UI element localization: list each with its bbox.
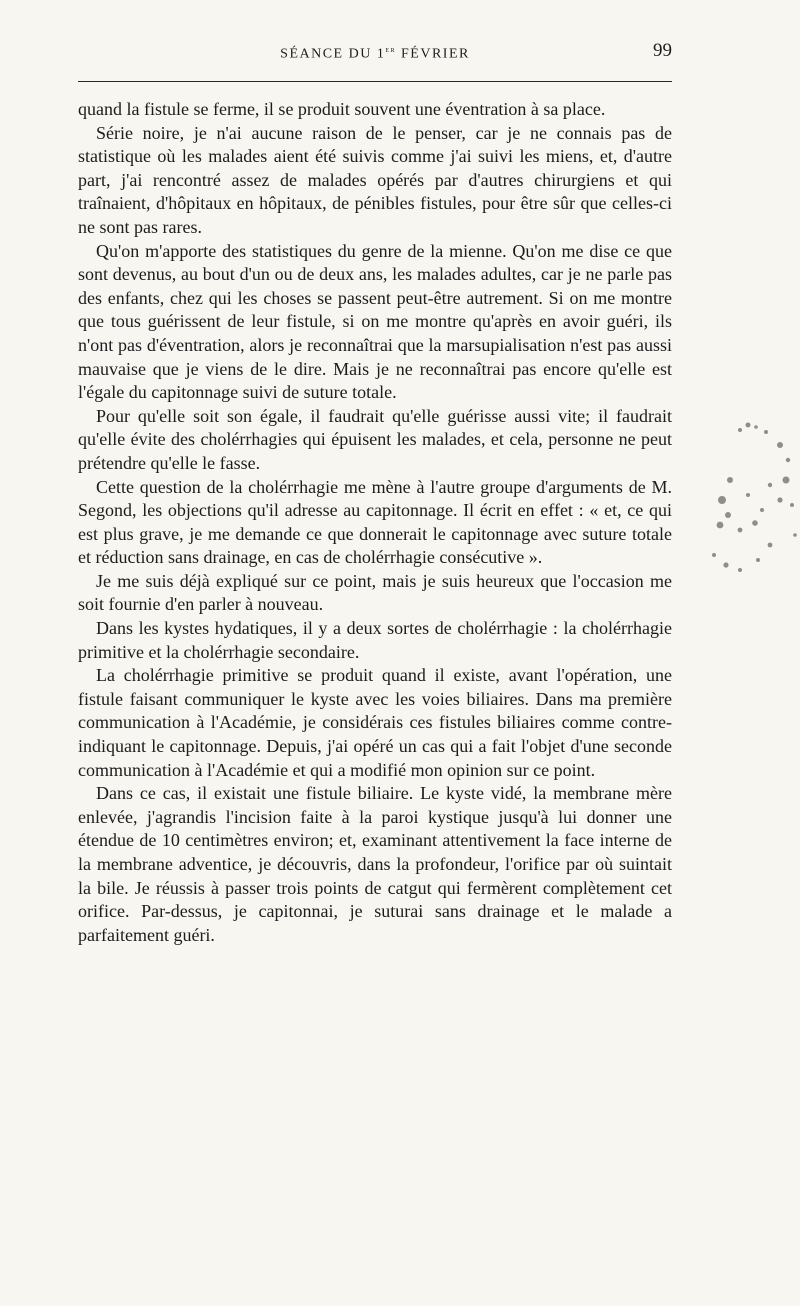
running-head-sup: er [385,44,396,54]
running-head [78,44,672,63]
paragraph: Pour qu'elle soit son égale, il faudrait qu'elle guérisse aussi vite; il faudrait qu'elle évite des cholérrhagies qui épuisent les malades, et cela, personne ne peut prétendre qu'elle le fasse. [78,405,672,473]
paragraph: Série noire, je n'ai aucune raison de le penser, car je ne connais pas de statistique où les malades aient été suivis comme j'ai suivi les miens, et, d'autre part, j'ai rencontré assez de malades opérés par d'autres chirurgiens et qui traînaient, d'hôpitaux en hôpitaux, de pénibles fistules, pour être sûr que celles-ci ne sont pas rares. [78,122,672,237]
body-text [78,98,672,947]
running-head-suffix: FÉVRIER [396,46,470,62]
paragraph: Qu'on m'apporte des statistiques du genre de la mienne. Qu'on me dise ce que sont devenus, au bout d'un ou de deux ans, les malades adultes, car je ne parle pas des enfants, chez qui les choses se passent peut-être autrement. Si on me montre que tous guérissent de leur fistule, si on me montre qu'après en avoir guéri, ils n'ont pas d'éventration, alors je reconnaîtrai que la marsupialisation n'est pas aussi mauvaise que je viens de le dire. Mais je ne reconnaîtrai pas encore qu'elle est l'égale du capitonnage suivi de suture totale. [78,240,672,403]
paragraph: quand la fistule se ferme, il se produit souvent une éventration à sa place. [78,99,606,119]
header-rule [78,81,672,82]
paragraph: Dans les kystes hydatiques, il y a deux sortes de cholérrhagie : la cholérrhagie primitive et la cholérrhagie secondaire. [78,618,672,662]
running-head-prefix: SÉANCE DU [280,46,377,62]
paragraph: La cholérrhagie primitive se produit quand il existe, avant l'opération, une fistule faisant communiquer le kyste avec les voies biliaires. Dans ma première communication à l'Académie, je considérais ces fistules biliaires comme contre-indiquant le capitonnage. Depuis, j'ai opéré un cas qui a fait l'objet d'une seconde communication à l'Académie et qui a modifié mon opinion sur ce point. [78,665,672,780]
page-number: 99 [653,40,672,61]
paragraph: Cette question de la cholérrhagie me mène à l'autre groupe d'arguments de M. Segond, les objections qu'il adresse au capitonnage. Il écrit en effet : « et, ce qui est plus grave, je me demande ce que donnerait le capitonnage avec suture totale et réduction sans drainage, en cas de cholérrhagie consécutive ». [78,476,672,568]
library-stamp-mark [700,405,800,590]
running-head-day: 1 [376,46,386,62]
paragraph: Dans ce cas, il existait une fistule biliaire. Le kyste vidé, la membrane mère enlevée, j'agrandis l'incision faite à la paroi kystique jusqu'à lui donner une étendue de 10 centimètres environ; et, examinant attentivement la face interne de la membrane adventice, je découvris, dans la profondeur, l'orifice par où suintait la bile. Je réussis à passer trois points de catgut qui fermèrent complètement cet orifice. Par-dessus, je capitonnai, je suturai sans drainage et le malade a parfaitement guéri. [78,783,672,945]
paragraph: Je me suis déjà expliqué sur ce point, mais je suis heureux que l'occasion me soit fournie d'en parler à nouveau. [78,570,672,615]
page-header [78,40,672,72]
